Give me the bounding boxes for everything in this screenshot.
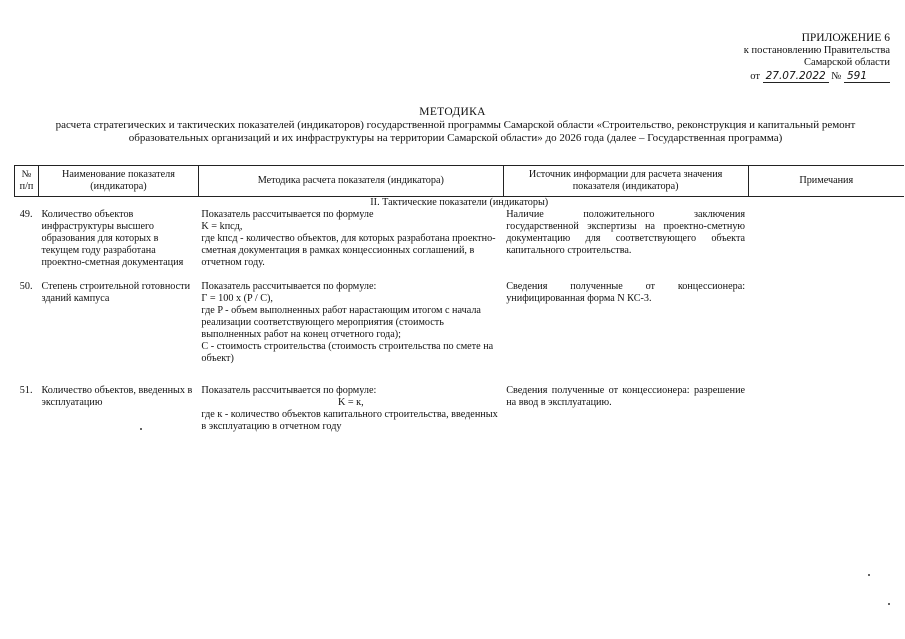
notes-cell bbox=[748, 281, 904, 385]
date-prefix: от bbox=[750, 70, 760, 82]
row-number: 50. bbox=[19, 281, 33, 292]
notes-cell bbox=[748, 209, 904, 281]
indicators-table bbox=[14, 165, 904, 433]
scan-speck bbox=[140, 428, 142, 430]
appendix-block bbox=[670, 32, 890, 83]
number-prefix: № bbox=[831, 70, 842, 82]
methodology-subtitle: расчета стратегических и тактических показателей (индикаторов) государственной программы Самарской области «Строительство, реконструкция и капитальный ремонт образовательных организаций и их инфраструктуры на территории Самарской области» до 2026 года (далее – Государственная программа) bbox=[55, 119, 856, 144]
scan-speck bbox=[888, 603, 890, 605]
handwritten-date: 27.07.2022 bbox=[763, 70, 829, 84]
row-number: 51. bbox=[19, 385, 33, 396]
section-title: II. Тактические показатели (индикаторы) bbox=[370, 197, 549, 208]
method-description: где kпсд - количество объектов, для которых разработана проектно-сметная документация в рамках концессионных соглашений, в отчетном году. bbox=[201, 233, 496, 268]
header-method: Методика расчета показателя (индикатора) bbox=[198, 166, 503, 197]
source-cell: Сведения полученные от концессионера: унифицированная форма N КС-3. bbox=[506, 281, 746, 304]
source-cell: Наличие положительного заключения государственной экспертизы на проектно-сметную документацию для соответствующего объекта капитального строительства. bbox=[506, 209, 746, 256]
method-cell bbox=[198, 281, 503, 385]
method-formula: K = kпсд, bbox=[201, 221, 243, 232]
section-row bbox=[15, 197, 905, 210]
source-cell: Сведения полученные от концессионера: разрешение на ввод в эксплуатацию. bbox=[506, 385, 746, 408]
method-description-2: C - стоимость строительства (стоимость строительства по смете на объект) bbox=[201, 341, 494, 364]
method-cell bbox=[198, 209, 503, 281]
indicator-name: Количество объектов, введенных в эксплуатацию bbox=[41, 385, 193, 408]
method-formula: Г = 100 x (P / C), bbox=[201, 293, 273, 304]
method-intro: Показатель рассчитывается по формуле: bbox=[201, 385, 377, 396]
method-description: где P - объем выполненных работ нарастающим итогом с начала реализации соответствующего мероприятия (стоимость выполненных работ на конец отчетного года); bbox=[201, 305, 481, 340]
methodology-title-block bbox=[0, 106, 905, 145]
table-header-row bbox=[15, 166, 905, 197]
scan-speck bbox=[868, 574, 870, 576]
table-row bbox=[15, 385, 905, 433]
method-description: где к - количество объектов капитального строительства, введенных в эксплуатацию в отчетном году bbox=[201, 409, 498, 432]
method-intro: Показатель рассчитывается по формуле: bbox=[201, 281, 377, 292]
method-intro: Показатель рассчитывается по формуле bbox=[201, 209, 374, 220]
methodology-heading: МЕТОДИКА bbox=[419, 106, 486, 118]
appendix-title: ПРИЛОЖЕНИЕ 6 bbox=[801, 32, 890, 44]
header-num: № п/п bbox=[15, 166, 39, 197]
header-name: Наименование показателя (индикатора) bbox=[38, 166, 198, 197]
row-number: 49. bbox=[19, 209, 33, 220]
table-row bbox=[15, 281, 905, 385]
method-cell bbox=[198, 385, 503, 433]
table-row bbox=[15, 209, 905, 281]
appendix-line-1: к постановлению Правительства bbox=[743, 44, 890, 56]
header-notes: Примечания bbox=[748, 166, 904, 197]
method-formula: K = к, bbox=[337, 397, 364, 408]
header-source: Источник информации для расчета значения показателя (индикатора) bbox=[503, 166, 748, 197]
indicator-name: Степень строительной готовности зданий кампуса bbox=[41, 281, 191, 304]
notes-cell bbox=[748, 385, 904, 433]
appendix-line-2: Самарской области bbox=[804, 57, 890, 68]
appendix-date-line bbox=[670, 70, 890, 84]
indicator-name: Количество объектов инфраструктуры высшего образования для которых в текущем году разработана проектно-сметная документация bbox=[41, 209, 184, 268]
handwritten-number: 591 bbox=[844, 70, 890, 84]
